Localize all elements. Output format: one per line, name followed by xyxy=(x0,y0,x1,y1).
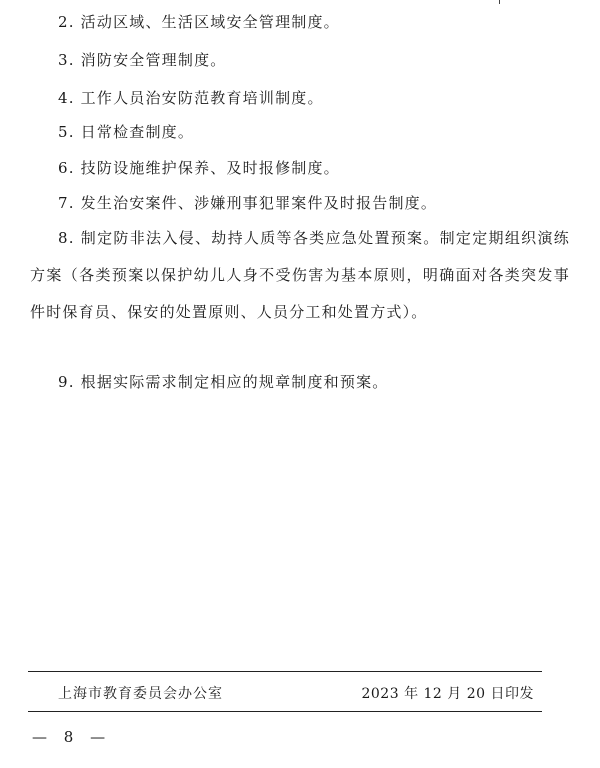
issuing-office: 上海市教育委员会办公室 xyxy=(58,686,223,702)
page-number: — 8 — xyxy=(32,728,112,746)
list-item: 3. 消防安全管理制度。 xyxy=(58,51,227,69)
corner-mark xyxy=(499,0,500,4)
issue-date: 2023 年 12 月 20 日印发 xyxy=(361,686,534,702)
footer-bottom-rule xyxy=(28,711,542,712)
footer-top-rule xyxy=(28,671,542,672)
list-item: 4. 工作人员治安防范教育培训制度。 xyxy=(58,89,324,107)
list-item: 6. 技防设施维护保养、及时报修制度。 xyxy=(58,159,340,177)
list-item: 2. 活动区域、生活区域安全管理制度。 xyxy=(58,13,340,31)
list-item: 7. 发生治安案件、涉嫌刑事犯罪案件及时报告制度。 xyxy=(58,194,438,212)
list-item: 9. 根据实际需求制定相应的规章制度和预案。 xyxy=(58,373,389,391)
paragraph-item-8: 8. 制定防非法入侵、劫持人质等各类应急处置预案。制定定期组织演练方案（各类预案以保护幼儿人身不受伤害为基本原则，明确面对各类突发事件时保育员、保安的处置原则、人员分工和处置方式）。 xyxy=(30,229,570,321)
list-item: 5. 日常检查制度。 xyxy=(58,123,195,141)
